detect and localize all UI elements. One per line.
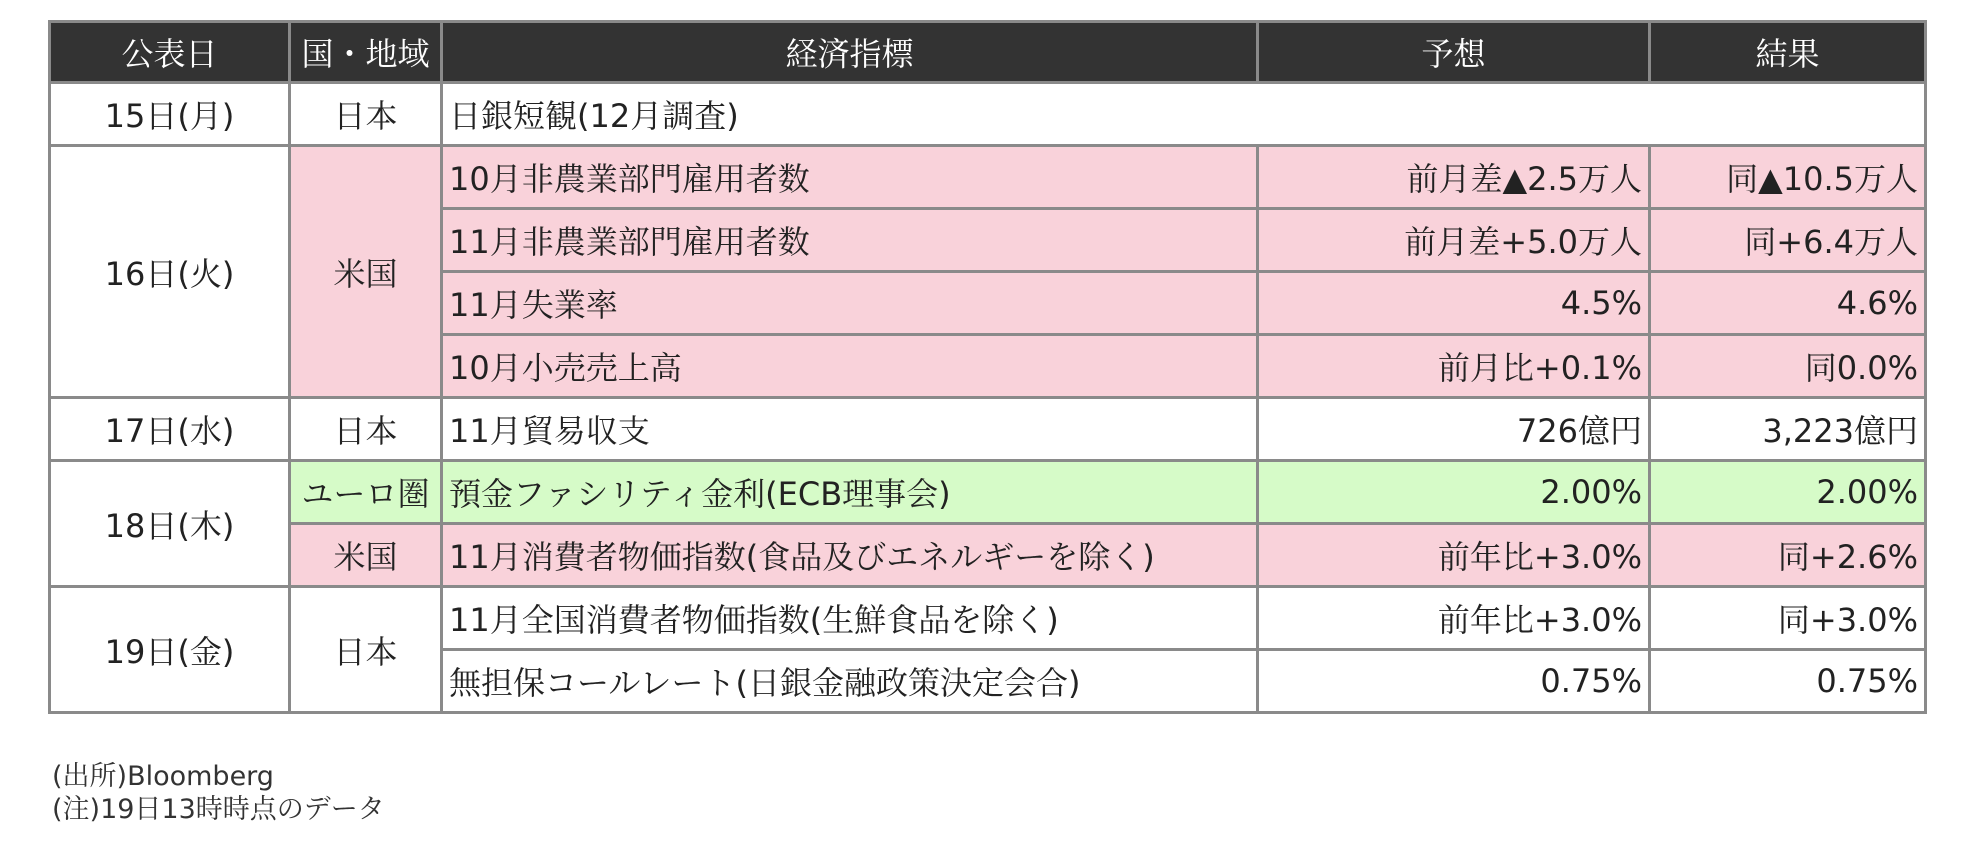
indicator-cell: 日銀短観(12月調査) (442, 83, 1926, 146)
indicator-cell: 預金ファシリティ金利(ECB理事会) (442, 461, 1258, 524)
header-result: 結果 (1650, 22, 1926, 83)
date-cell: 15日(月) (50, 83, 290, 146)
region-cell: 米国 (290, 146, 442, 398)
forecast-cell: 4.5% (1258, 272, 1650, 335)
table-row (50, 524, 1926, 587)
region-cell: 日本 (290, 587, 442, 713)
table-row (50, 398, 1926, 461)
indicator-cell: 11月非農業部門雇用者数 (442, 209, 1258, 272)
header-date: 公表日 (50, 22, 290, 83)
result-cell: 4.6% (1650, 272, 1926, 335)
table-row (50, 83, 1926, 146)
table-row (50, 587, 1926, 650)
result-cell: 同▲10.5万人 (1650, 146, 1926, 209)
indicator-cell: 11月失業率 (442, 272, 1258, 335)
table-row (50, 146, 1926, 209)
forecast-cell: 前月差▲2.5万人 (1258, 146, 1650, 209)
indicator-cell: 無担保コールレート(日銀金融政策決定会合) (442, 650, 1258, 713)
indicator-cell: 10月非農業部門雇用者数 (442, 146, 1258, 209)
table-row (50, 461, 1926, 524)
region-cell: ユーロ圏 (290, 461, 442, 524)
forecast-cell: 726億円 (1258, 398, 1650, 461)
result-cell: 3,223億円 (1650, 398, 1926, 461)
economic-calendar-table (48, 20, 1927, 714)
header-forecast: 予想 (1258, 22, 1650, 83)
forecast-cell: 前年比+3.0% (1258, 587, 1650, 650)
region-cell: 日本 (290, 83, 442, 146)
forecast-cell: 前年比+3.0% (1258, 524, 1650, 587)
header-indicator: 経済指標 (442, 22, 1258, 83)
result-cell: 0.75% (1650, 650, 1926, 713)
forecast-cell: 0.75% (1258, 650, 1650, 713)
forecast-cell: 2.00% (1258, 461, 1650, 524)
source-note: (出所)Bloomberg (52, 761, 274, 792)
indicator-cell: 11月消費者物価指数(食品及びエネルギーを除く) (442, 524, 1258, 587)
date-cell: 17日(水) (50, 398, 290, 461)
indicator-cell: 11月貿易収支 (442, 398, 1258, 461)
footnotes (52, 760, 385, 826)
result-cell: 同+3.0% (1650, 587, 1926, 650)
result-cell: 同+2.6% (1650, 524, 1926, 587)
result-cell: 同0.0% (1650, 335, 1926, 398)
result-cell: 2.00% (1650, 461, 1926, 524)
indicator-cell: 11月全国消費者物価指数(生鮮食品を除く) (442, 587, 1258, 650)
date-cell: 19日(金) (50, 587, 290, 713)
header-row (50, 22, 1926, 83)
date-cell: 18日(木) (50, 461, 290, 587)
calendar-table-container (48, 20, 1924, 714)
forecast-cell: 前月比+0.1% (1258, 335, 1650, 398)
region-cell: 日本 (290, 398, 442, 461)
header-region: 国・地域 (290, 22, 442, 83)
indicator-cell: 10月小売売上高 (442, 335, 1258, 398)
region-cell: 米国 (290, 524, 442, 587)
time-note: (注)19日13時時点のデータ (52, 794, 385, 825)
result-cell: 同+6.4万人 (1650, 209, 1926, 272)
forecast-cell: 前月差+5.0万人 (1258, 209, 1650, 272)
date-cell: 16日(火) (50, 146, 290, 398)
